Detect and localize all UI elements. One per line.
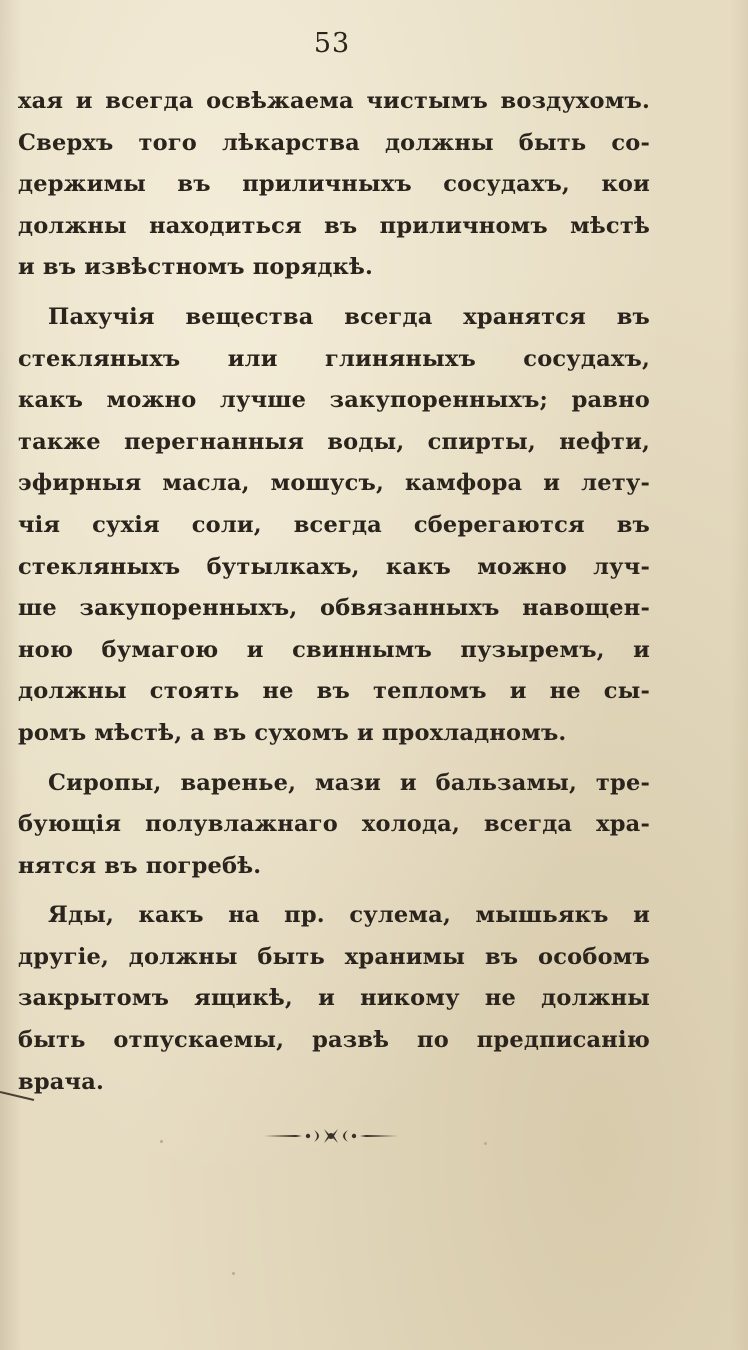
text-line: Сверхъ того лѣкарства должны быть со- — [18, 129, 650, 156]
paper-speck — [160, 1140, 163, 1143]
text-line: ромъ мѣстѣ, а въ сухомъ и прохладномъ. — [18, 719, 567, 746]
text-line: быть отпускаемы, развѣ по предписанію — [18, 1027, 650, 1054]
paragraph-gap — [18, 887, 650, 895]
text-line: ше закупоренныхъ, обвязанныхъ навощен- — [18, 595, 650, 622]
text-line: должны находиться въ приличномъ мѣстѣ — [18, 212, 650, 239]
page-number: 53 — [313, 28, 351, 59]
body-text — [18, 81, 650, 1103]
printers-flourish-ornament-icon — [262, 1126, 400, 1146]
text-line: другіе, должны быть хранимы въ особомъ — [18, 943, 650, 970]
text-line: эфирныя масла, мошусъ, камфора и лету- — [18, 470, 650, 497]
text-line: Пахучія вещества всегда хранятся въ — [48, 303, 650, 330]
text-line: нятся въ погребѣ. — [18, 852, 262, 879]
text-line: хая и всегда освѣжаема чистымъ воздухомъ. — [18, 88, 650, 114]
text-line: стекляныхъ бутылкахъ, какъ можно луч- — [18, 553, 650, 580]
text-line: бующія полувлажнаго холода, всегда хра- — [18, 811, 650, 838]
text-line: Сиропы, варенье, мази и бальзамы, тре- — [48, 769, 650, 796]
paper-speck — [232, 1272, 235, 1275]
binding-edge-mark — [0, 1080, 40, 1120]
text-line: ною бумагою и свиннымъ пузыремъ, и — [18, 636, 650, 663]
text-line: Яды, какъ на пр. сулема, мышьякъ и — [48, 902, 650, 929]
text-line: должны стоять не въ тепломъ и не сы- — [18, 678, 650, 705]
paragraph-gap — [18, 755, 650, 763]
text-line: также перегнанныя воды, спирты, нефти, — [18, 428, 650, 455]
text-line: какъ можно лучше закупоренныхъ; равно — [18, 387, 650, 414]
text-line: стекляныхъ или глиняныхъ сосудахъ, — [18, 345, 650, 372]
paragraph-gap — [18, 289, 650, 297]
text-line: врача. — [18, 1068, 105, 1095]
text-line: и въ извѣстномъ порядкѣ. — [18, 254, 374, 281]
text-line: закрытомъ ящикѣ, и никому не должны — [18, 985, 650, 1012]
text-line: чія сухія соли, всегда сберегаются въ — [18, 511, 650, 538]
text-line: держимы въ приличныхъ сосудахъ, кои — [18, 171, 650, 198]
paper-speck — [484, 1142, 487, 1145]
